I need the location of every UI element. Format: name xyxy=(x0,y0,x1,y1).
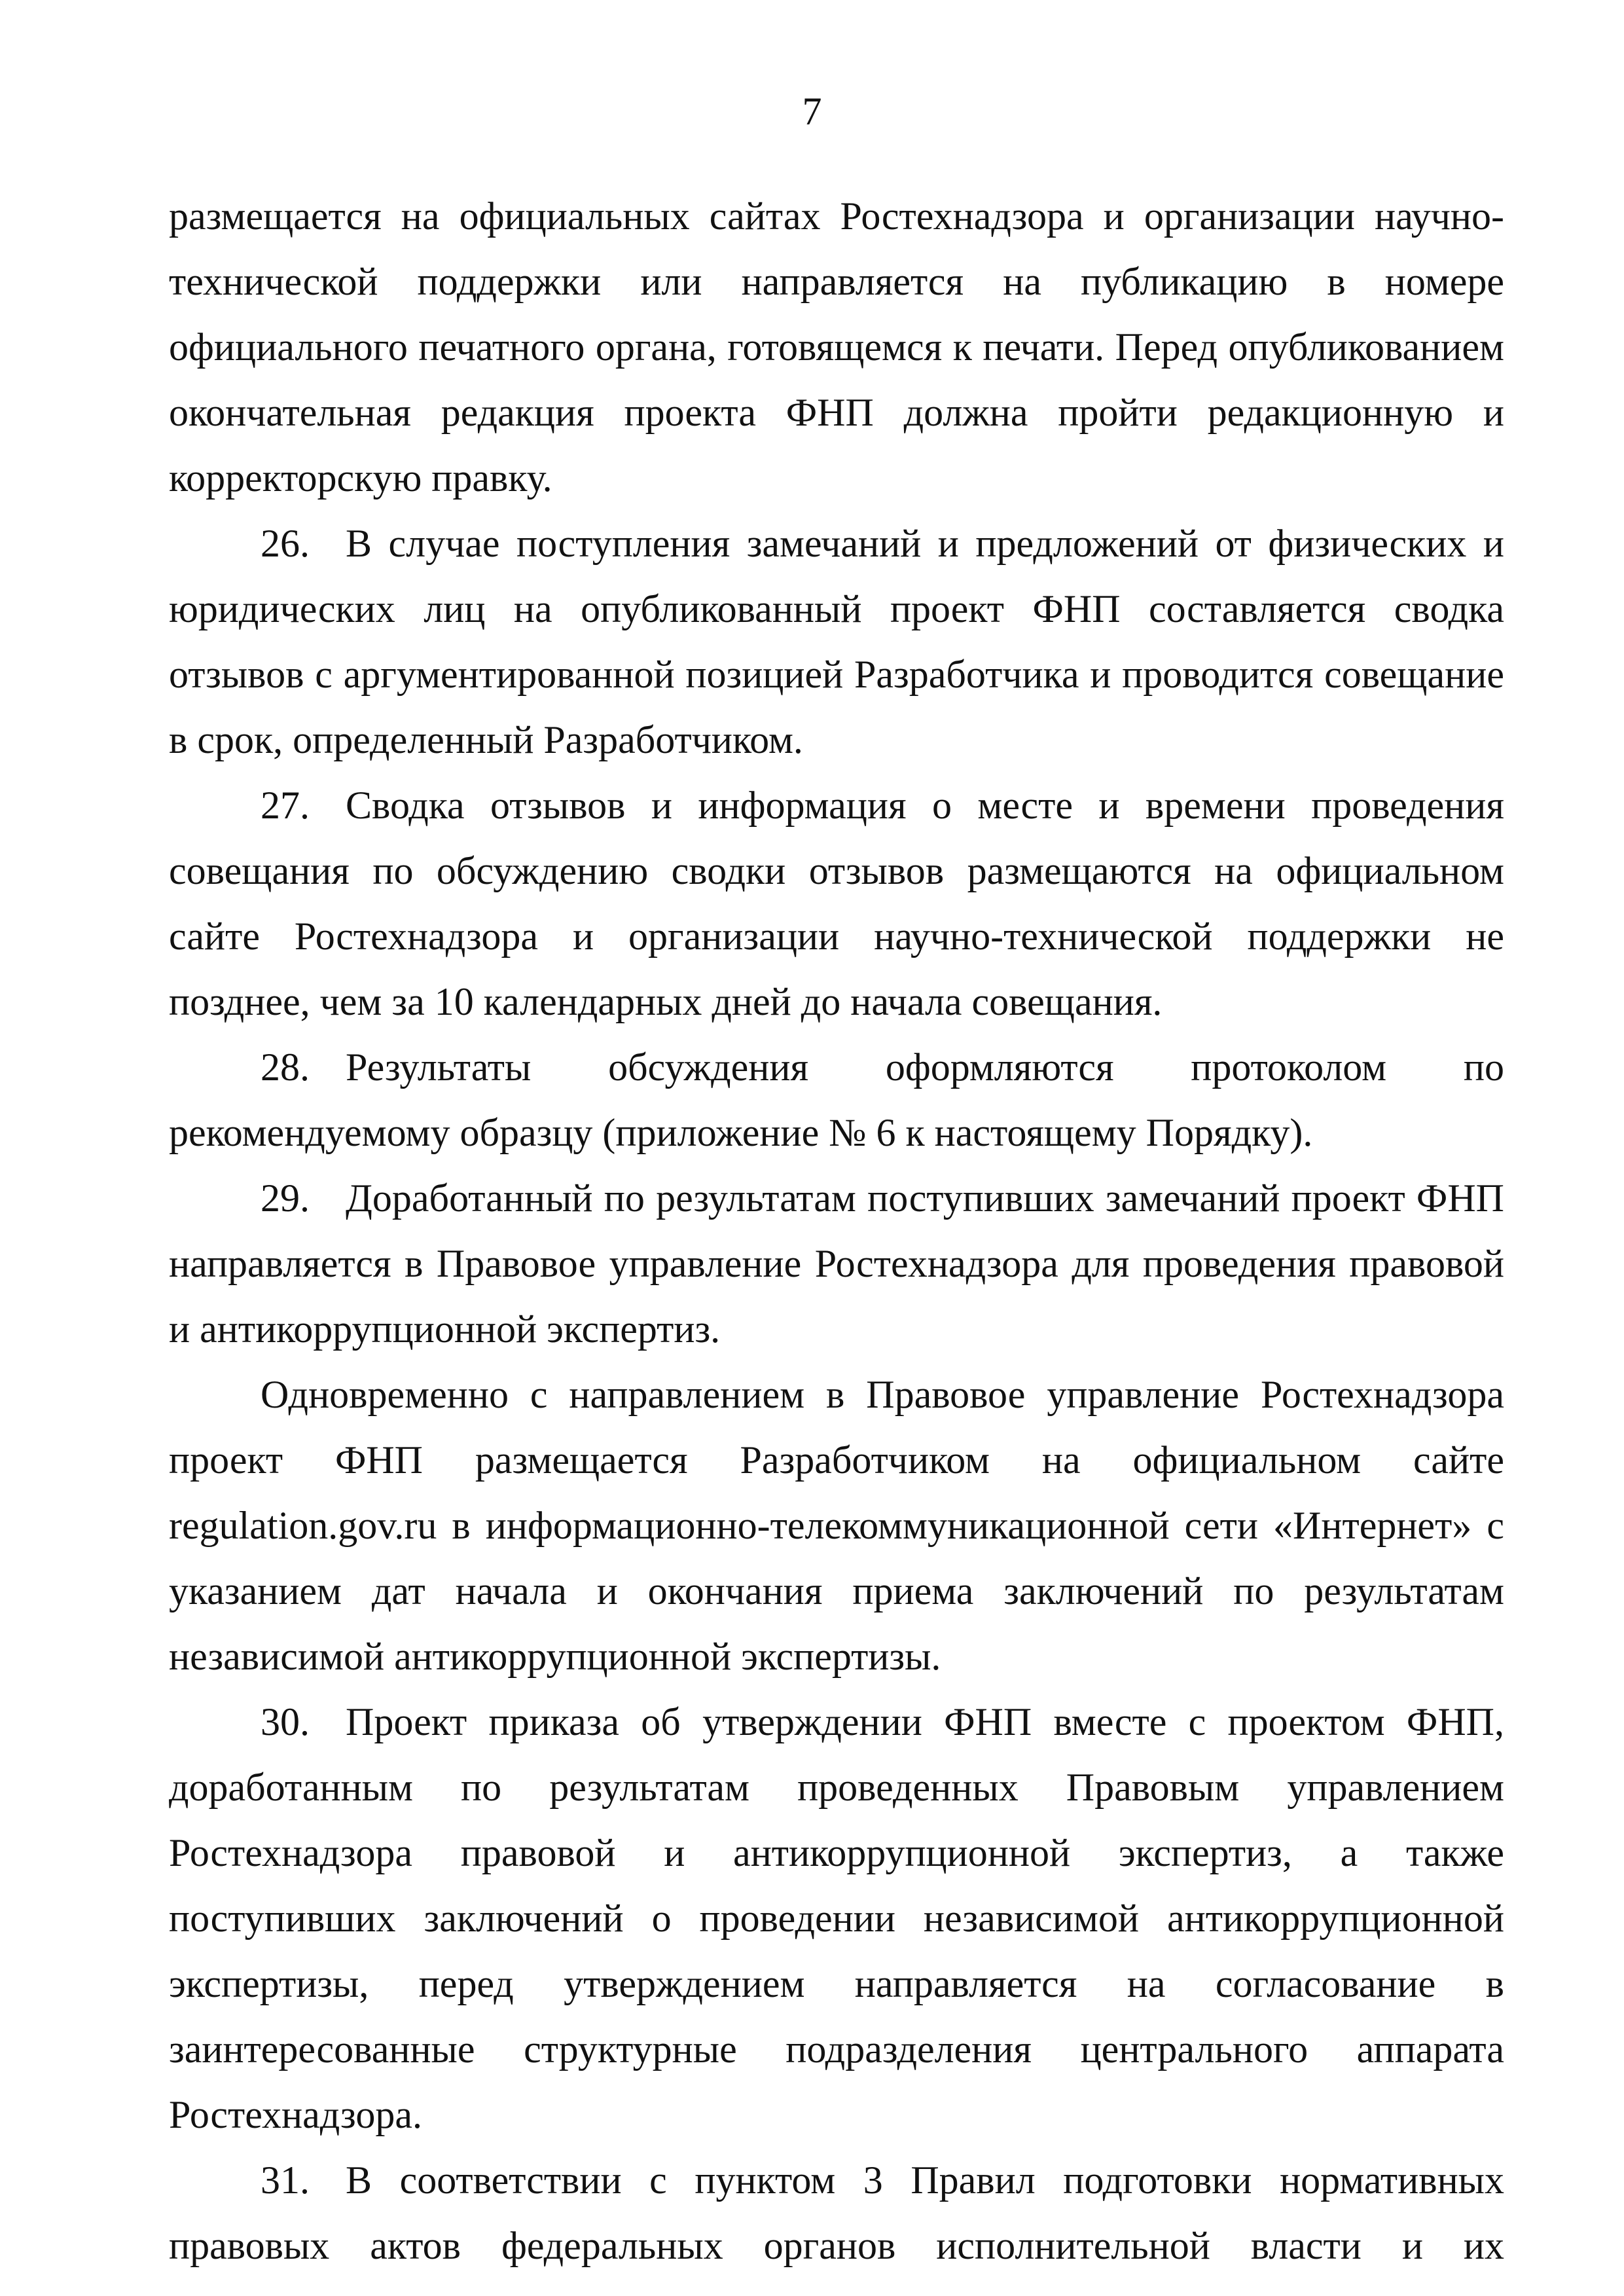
item-number: 31. xyxy=(261,2159,310,2202)
item-number: 27. xyxy=(261,784,310,827)
paragraph-item-29 xyxy=(169,1165,1504,1362)
paragraph-text: размещается на официальных сайтах Ростехнадзора и организации научно-технической поддержки или направляется на публикацию в номере официального печатного органа, готовящемся к печати. Перед опубликованием окончательная редакция проекта ФНП должна пройти редакционную и корректорскую правку. xyxy=(169,194,1504,500)
paragraph-item-31 xyxy=(169,2147,1504,2278)
paragraph-text: Результаты обсуждения оформляются протоколом по рекомендуемому образцу (приложение № 6 к настоящему Порядку). xyxy=(169,1046,1504,1154)
paragraph-item-30 xyxy=(169,1689,1504,2147)
item-number: 30. xyxy=(261,1700,310,1743)
item-number: 26. xyxy=(261,522,310,565)
paragraph-item-29-continued xyxy=(169,1362,1504,1689)
paragraph-text: Сводка отзывов и информация о месте и времени проведения совещания по обсуждению сводки отзывов размещаются на официальном сайте Ростехнадзора и организации научно-технической поддержки не позднее, чем за 10 календарных дней до начала совещания. xyxy=(169,784,1504,1023)
paragraph-item-27 xyxy=(169,773,1504,1034)
paragraph-text: Проект приказа об утверждении ФНП вместе с проектом ФНП, доработанным по результатам проведенных Правовым управлением Ростехнадзора правовой и антикоррупционной экспертиз, а также поступивших заключений о проведении независимой антикоррупционной экспертизы, перед утверждением направляется на согласование в заинтересованные структурные подразделения центрального аппарата Ростехнадзора. xyxy=(169,1700,1504,2136)
paragraph-text: Одновременно с направлением в Правовое управление Ростехнадзора проект ФНП размещается Разработчиком на официальном сайте regulation.gov.ru в информационно-телекоммуникационной сети «Интернет» с указанием дат начала и окончания приема заключений по результатам независимой антикоррупционной экспертизы. xyxy=(169,1373,1504,1678)
item-number: 28. xyxy=(261,1046,310,1089)
document-body xyxy=(169,183,1504,2278)
paragraph-text: Доработанный по результатам поступивших замечаний проект ФНП направляется в Правовое управление Ростехнадзора для проведения правовой и антикоррупционной экспертиз. xyxy=(169,1176,1504,1351)
item-number: 29. xyxy=(261,1176,310,1220)
paragraph-text: В случае поступления замечаний и предложений от физических и юридических лиц на опубликованный проект ФНП составляется сводка отзывов с аргументированной позицией Разработчика и проводится совещание в срок, определенный Разработчиком. xyxy=(169,522,1504,761)
paragraph-text: В соответствии с пунктом 3 Правил подготовки нормативных правовых актов федеральных органов исполнительной власти и их xyxy=(169,2159,1504,2267)
page-number: 7 xyxy=(802,90,822,133)
paragraph-continuation xyxy=(169,183,1504,511)
paragraph-item-26 xyxy=(169,511,1504,773)
paragraph-item-28 xyxy=(169,1034,1504,1165)
